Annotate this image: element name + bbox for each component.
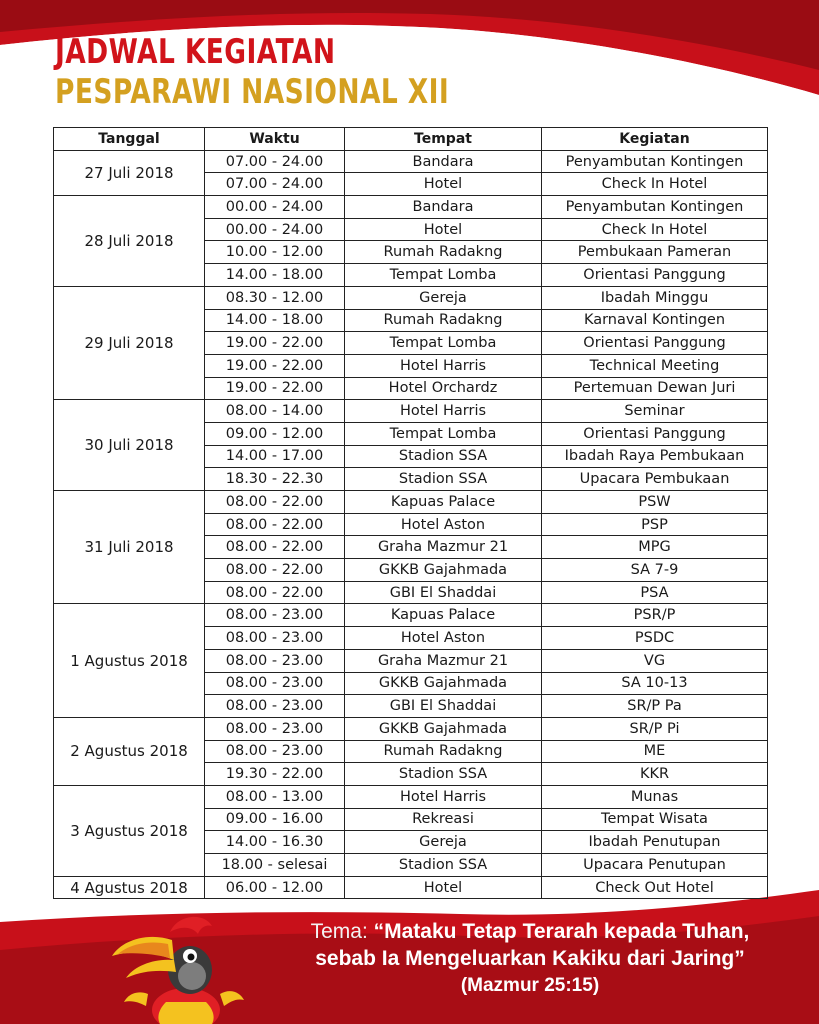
cell-time: 18.30 - 22.30 (205, 468, 345, 491)
cell-place: Hotel Orchardz (345, 377, 542, 400)
cell-time: 19.00 - 22.00 (205, 354, 345, 377)
cell-activity: PSR/P (542, 604, 768, 627)
cell-place: Hotel Harris (345, 785, 542, 808)
cell-time: 14.00 - 17.00 (205, 445, 345, 468)
page-subtitle: PESPARAWI NASIONAL XII (55, 72, 450, 112)
cell-time: 19.00 - 22.00 (205, 377, 345, 400)
cell-activity: Check Out Hotel (542, 876, 768, 899)
cell-date: 27 Juli 2018 (54, 150, 205, 195)
cell-place: Hotel (345, 218, 542, 241)
cell-date: 1 Agustus 2018 (54, 604, 205, 717)
column-header-date: Tanggal (54, 128, 205, 151)
cell-time: 06.00 - 12.00 (205, 876, 345, 899)
theme-quote-text1: “Mataku Tetap Terarah kepada Tuhan, (373, 920, 750, 943)
cell-time: 18.00 - selesai (205, 854, 345, 877)
cell-activity: Upacara Penutupan (542, 854, 768, 877)
cell-place: Kapuas Palace (345, 491, 542, 514)
cell-place: Stadion SSA (345, 445, 542, 468)
table-row (54, 717, 768, 740)
cell-activity: SR/P Pi (542, 717, 768, 740)
cell-time: 08.00 - 23.00 (205, 627, 345, 650)
schedule-table (53, 127, 768, 899)
cell-time: 08.30 - 12.00 (205, 286, 345, 309)
table-row (54, 785, 768, 808)
cell-date: 2 Agustus 2018 (54, 717, 205, 785)
cell-time: 19.00 - 22.00 (205, 332, 345, 355)
column-header-place: Tempat (345, 128, 542, 151)
cell-activity: PSW (542, 491, 768, 514)
cell-time: 14.00 - 18.00 (205, 309, 345, 332)
cell-time: 10.00 - 12.00 (205, 241, 345, 264)
cell-time: 07.00 - 24.00 (205, 150, 345, 173)
cell-time: 08.00 - 23.00 (205, 695, 345, 718)
table-row (54, 150, 768, 173)
cell-date: 29 Juli 2018 (54, 286, 205, 399)
hornbill-mascot-icon (108, 910, 248, 1024)
title-block (55, 34, 560, 110)
cell-time: 14.00 - 18.00 (205, 264, 345, 287)
cell-time: 08.00 - 14.00 (205, 400, 345, 423)
cell-time: 08.00 - 22.00 (205, 581, 345, 604)
cell-activity: Technical Meeting (542, 354, 768, 377)
cell-place: Kapuas Palace (345, 604, 542, 627)
cell-place: Hotel Harris (345, 354, 542, 377)
cell-place: GBI El Shaddai (345, 695, 542, 718)
cell-activity: Ibadah Penutupan (542, 831, 768, 854)
cell-activity: PSDC (542, 627, 768, 650)
cell-time: 08.00 - 22.00 (205, 559, 345, 582)
cell-date: 3 Agustus 2018 (54, 785, 205, 876)
cell-activity: Upacara Pembukaan (542, 468, 768, 491)
cell-time: 08.00 - 23.00 (205, 740, 345, 763)
cell-time: 08.00 - 22.00 (205, 491, 345, 514)
cell-activity: Seminar (542, 400, 768, 423)
cell-time: 08.00 - 23.00 (205, 604, 345, 627)
cell-activity: Munas (542, 785, 768, 808)
cell-place: Graha Mazmur 21 (345, 649, 542, 672)
cell-activity: PSA (542, 581, 768, 604)
cell-place: GKKB Gajahmada (345, 559, 542, 582)
cell-place: Bandara (345, 150, 542, 173)
cell-place: Bandara (345, 196, 542, 219)
cell-place: Gereja (345, 831, 542, 854)
cell-place: Hotel (345, 876, 542, 899)
cell-date: 31 Juli 2018 (54, 491, 205, 604)
cell-activity: MPG (542, 536, 768, 559)
theme-quote-line1 (270, 918, 790, 945)
cell-activity: Tempat Wisata (542, 808, 768, 831)
cell-time: 14.00 - 16.30 (205, 831, 345, 854)
cell-time: 08.00 - 22.00 (205, 513, 345, 536)
cell-activity: VG (542, 649, 768, 672)
column-header-time: Waktu (205, 128, 345, 151)
cell-time: 00.00 - 24.00 (205, 218, 345, 241)
cell-activity: Penyambutan Kontingen (542, 196, 768, 219)
cell-activity: Pertemuan Dewan Juri (542, 377, 768, 400)
cell-activity: Orientasi Panggung (542, 422, 768, 445)
cell-place: Hotel Aston (345, 627, 542, 650)
cell-time: 08.00 - 13.00 (205, 785, 345, 808)
cell-place: Stadion SSA (345, 468, 542, 491)
cell-time: 00.00 - 24.00 (205, 196, 345, 219)
table-row (54, 876, 768, 899)
cell-place: Stadion SSA (345, 854, 542, 877)
cell-activity: PSP (542, 513, 768, 536)
cell-activity: Penyambutan Kontingen (542, 150, 768, 173)
schedule-body (54, 150, 768, 899)
cell-date: 30 Juli 2018 (54, 400, 205, 491)
cell-time: 08.00 - 23.00 (205, 717, 345, 740)
cell-place: Graha Mazmur 21 (345, 536, 542, 559)
cell-place: GKKB Gajahmada (345, 717, 542, 740)
cell-place: Hotel Aston (345, 513, 542, 536)
cell-place: Rumah Radakng (345, 309, 542, 332)
cell-time: 19.30 - 22.00 (205, 763, 345, 786)
cell-place: Rumah Radakng (345, 241, 542, 264)
table-row (54, 491, 768, 514)
cell-time: 08.00 - 22.00 (205, 536, 345, 559)
cell-activity: SR/P Pa (542, 695, 768, 718)
cell-activity: Check In Hotel (542, 218, 768, 241)
cell-place: Gereja (345, 286, 542, 309)
cell-activity: KKR (542, 763, 768, 786)
cell-time: 09.00 - 12.00 (205, 422, 345, 445)
table-row (54, 286, 768, 309)
table-row (54, 196, 768, 219)
cell-place: Rekreasi (345, 808, 542, 831)
cell-place: Tempat Lomba (345, 422, 542, 445)
cell-activity: Pembukaan Pameran (542, 241, 768, 264)
cell-activity: SA 7-9 (542, 559, 768, 582)
cell-place: Hotel Harris (345, 400, 542, 423)
page-title: JADWAL KEGIATAN (55, 32, 336, 72)
cell-place: Tempat Lomba (345, 332, 542, 355)
cell-activity: SA 10-13 (542, 672, 768, 695)
cell-activity: ME (542, 740, 768, 763)
theme-block (270, 918, 790, 999)
cell-activity: Ibadah Raya Pembukaan (542, 445, 768, 468)
cell-place: GKKB Gajahmada (345, 672, 542, 695)
cell-activity: Check In Hotel (542, 173, 768, 196)
cell-time: 07.00 - 24.00 (205, 173, 345, 196)
cell-place: Rumah Radakng (345, 740, 542, 763)
cell-time: 08.00 - 23.00 (205, 672, 345, 695)
cell-place: Stadion SSA (345, 763, 542, 786)
theme-quote-line2: sebab Ia Mengeluarkan Kakiku dari Jaring” (315, 947, 745, 970)
cell-date: 4 Agustus 2018 (54, 876, 205, 899)
table-row (54, 400, 768, 423)
cell-activity: Orientasi Panggung (542, 332, 768, 355)
table-row (54, 604, 768, 627)
cell-place: Hotel (345, 173, 542, 196)
table-header-row (54, 128, 768, 151)
column-header-activity: Kegiatan (542, 128, 768, 151)
cell-date: 28 Juli 2018 (54, 196, 205, 287)
cell-time: 08.00 - 23.00 (205, 649, 345, 672)
cell-activity: Karnaval Kontingen (542, 309, 768, 332)
theme-label: Tema: (310, 920, 368, 943)
cell-activity: Orientasi Panggung (542, 264, 768, 287)
cell-activity: Ibadah Minggu (542, 286, 768, 309)
cell-place: Tempat Lomba (345, 264, 542, 287)
theme-reference: (Mazmur 25:15) (460, 975, 600, 996)
cell-time: 09.00 - 16.00 (205, 808, 345, 831)
cell-place: GBI El Shaddai (345, 581, 542, 604)
